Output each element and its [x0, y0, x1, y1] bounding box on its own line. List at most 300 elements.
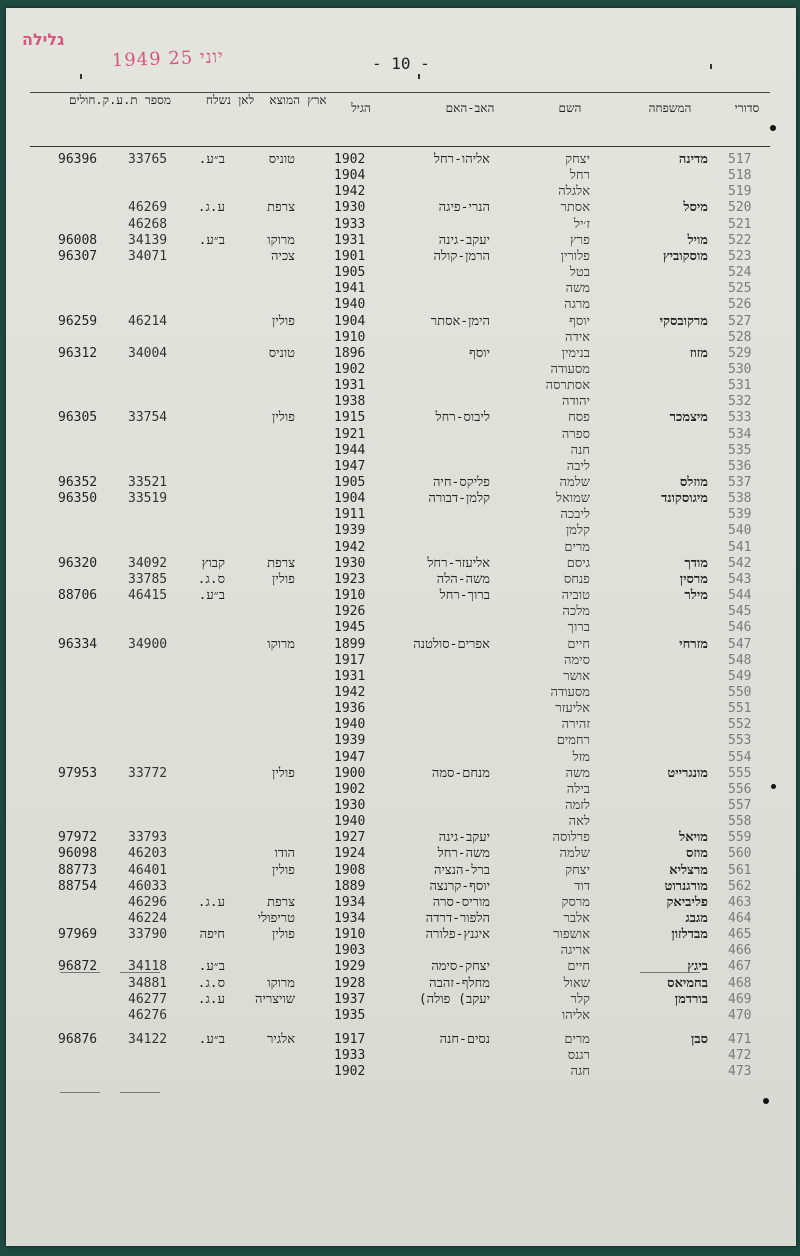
- row-first-name: אסתרסה: [545, 378, 590, 393]
- row-destination: ע.ג.: [197, 992, 225, 1007]
- row-destination: ס.ג.: [197, 976, 225, 991]
- row-family-name: מויל: [687, 233, 708, 248]
- row-serial: 538: [728, 491, 752, 506]
- row-destination: קבוץ: [201, 556, 225, 571]
- row-first-name: יוסף: [569, 314, 590, 329]
- row-origin: צרפת: [267, 895, 295, 910]
- row-ref-b: 97969: [58, 927, 98, 942]
- row-destination: חיפה: [199, 927, 225, 942]
- row-year: 1904: [334, 314, 366, 329]
- row-year: 1902: [334, 152, 366, 167]
- row-year: 1936: [334, 701, 366, 716]
- row-parents: יוסף: [469, 346, 490, 361]
- row-year: 1947: [334, 750, 366, 765]
- row-serial: 533: [728, 410, 752, 425]
- row-ref-a: 33519: [128, 491, 168, 506]
- row-year: 1934: [334, 895, 366, 910]
- row-serial: 521: [728, 217, 752, 232]
- row-ref-a: 46214: [128, 314, 168, 329]
- row-family-name: מיגוסקונד: [661, 491, 708, 506]
- row-family-name: מילר: [684, 588, 708, 603]
- row-first-name: אסתר: [560, 200, 590, 215]
- row-first-name: בטל: [569, 265, 590, 280]
- row-serial: 529: [728, 346, 752, 361]
- row-destination: ב״ע.: [198, 233, 225, 248]
- row-first-name: טוביה: [561, 588, 590, 603]
- row-serial: 543: [728, 572, 752, 587]
- row-family-name: מבדלזון: [671, 927, 708, 942]
- row-parents: ליבוס-רחל: [435, 410, 490, 425]
- row-first-name: משה: [565, 766, 590, 781]
- row-year: 1903: [334, 943, 366, 958]
- row-parents: מוריס-סרה: [432, 895, 490, 910]
- row-first-name: מסעודה: [550, 685, 590, 700]
- row-ref-a: 34118: [128, 959, 168, 974]
- row-first-name: גיסם: [566, 556, 590, 571]
- row-year: 1910: [334, 927, 366, 942]
- row-family-name: ביגץ: [687, 959, 708, 974]
- row-year: 1931: [334, 233, 366, 248]
- row-ref-b: 96307: [58, 249, 98, 264]
- row-ref-a: 34881: [128, 976, 168, 991]
- row-origin: מרוקו: [267, 637, 295, 652]
- binding-mark: [710, 64, 712, 69]
- row-first-name: ליבכה: [560, 507, 590, 522]
- row-first-name: מרים: [564, 540, 590, 555]
- row-year: 1889: [334, 879, 366, 894]
- row-first-name: חיים: [567, 637, 590, 652]
- row-origin: פולין: [272, 572, 295, 587]
- row-serial: 540: [728, 523, 752, 538]
- row-serial: 528: [728, 330, 752, 345]
- row-year: 1917: [334, 653, 366, 668]
- row-serial: 554: [728, 750, 752, 765]
- row-origin: טוניס: [268, 346, 295, 361]
- row-year: 1927: [334, 830, 366, 845]
- row-serial: 467: [728, 959, 752, 974]
- row-family-name: מדינה: [678, 152, 708, 167]
- row-serial: 470: [728, 1008, 752, 1023]
- row-serial: 551: [728, 701, 752, 716]
- row-serial: 534: [728, 427, 752, 442]
- row-first-name: חנה: [570, 443, 590, 458]
- row-year: 1923: [334, 572, 366, 587]
- row-ref-a: 33785: [128, 572, 168, 587]
- row-family-name: בחמיאס: [667, 976, 708, 991]
- row-parents: איגנץ-פלורה: [425, 927, 490, 942]
- row-ref-a: 34071: [128, 249, 168, 264]
- row-origin: טריפולי: [257, 911, 295, 926]
- row-family-name: מוזס: [685, 846, 708, 861]
- row-year: 1904: [334, 168, 366, 183]
- row-year: 1940: [334, 717, 366, 732]
- row-family-name: מרצליא: [669, 863, 708, 878]
- row-serial: 468: [728, 976, 752, 991]
- row-serial: 519: [728, 184, 752, 199]
- row-ref-b: 96305: [58, 410, 98, 425]
- row-ref-a: 46415: [128, 588, 168, 603]
- row-first-name: מזל: [572, 750, 590, 765]
- row-first-name: פרץ: [570, 233, 590, 248]
- row-serial: 518: [728, 168, 752, 183]
- row-family-name: מוסקוביץ: [662, 249, 708, 264]
- row-first-name: פנחס: [563, 572, 590, 587]
- row-first-name: לזמה: [565, 798, 590, 813]
- row-origin: טוניס: [268, 152, 295, 167]
- row-family-name: מגבג: [685, 911, 708, 926]
- binding-mark: [80, 74, 82, 79]
- row-ref-a: 46277: [128, 992, 168, 1007]
- row-first-name: שאול: [563, 976, 590, 991]
- row-first-name: אלבר: [563, 911, 590, 926]
- row-serial: 464: [728, 911, 752, 926]
- row-year: 1941: [334, 281, 366, 296]
- row-year: 1928: [334, 976, 366, 991]
- row-serial: 527: [728, 314, 752, 329]
- row-ref-a: 46033: [128, 879, 168, 894]
- row-parents: אליהו-רחל: [433, 152, 490, 167]
- row-year: 1901: [334, 249, 366, 264]
- row-destination: ב״ע.: [198, 959, 225, 974]
- row-serial: 524: [728, 265, 752, 280]
- row-year: 1931: [334, 378, 366, 393]
- row-year: 1940: [334, 814, 366, 829]
- row-year: 1944: [334, 443, 366, 458]
- row-serial: 555: [728, 766, 752, 781]
- row-parents: יעקב) פולה): [418, 992, 490, 1007]
- row-serial: 531: [728, 378, 752, 393]
- row-parents: אפרים-סולטנה: [413, 637, 490, 652]
- row-year: 1924: [334, 846, 366, 861]
- row-first-name: חיים: [567, 959, 590, 974]
- row-year: 1947: [334, 459, 366, 474]
- row-dash: [60, 972, 100, 973]
- row-destination: ב״ע.: [198, 588, 225, 603]
- row-serial: 557: [728, 798, 752, 813]
- row-year: 1933: [334, 1048, 366, 1063]
- row-ref-a: 46276: [128, 1008, 168, 1023]
- row-origin: פולין: [272, 766, 295, 781]
- row-ref-a: 46268: [128, 217, 168, 232]
- row-first-name: יצחק: [565, 863, 590, 878]
- row-first-name: קלמן: [565, 523, 590, 538]
- row-first-name: משה: [565, 281, 590, 296]
- row-first-name: חגה: [570, 1064, 590, 1079]
- row-serial: 562: [728, 879, 752, 894]
- row-family-name: מונגרייט: [667, 766, 708, 781]
- row-ref-b: 88773: [58, 863, 98, 878]
- row-year: 1902: [334, 362, 366, 377]
- row-first-name: פסח: [568, 410, 590, 425]
- row-ref-a: 34122: [128, 1032, 168, 1047]
- row-ref-a: 46269: [128, 200, 168, 215]
- row-parents: מנחם-סמה: [431, 766, 490, 781]
- row-origin: פולין: [272, 314, 295, 329]
- row-ref-b: 88754: [58, 879, 98, 894]
- row-year: 1942: [334, 540, 366, 555]
- row-ref-a: 33754: [128, 410, 168, 425]
- row-family-name: מרסין: [679, 572, 708, 587]
- row-year: 1905: [334, 475, 366, 490]
- row-serial: 548: [728, 653, 752, 668]
- row-first-name: רחמים: [556, 733, 590, 748]
- row-year: 1945: [334, 620, 366, 635]
- row-year: 1917: [334, 1032, 366, 1047]
- row-parents: נסים-חנה: [439, 1032, 490, 1047]
- row-origin: פולין: [272, 863, 295, 878]
- row-parents: משה-רחל: [437, 846, 490, 861]
- row-parents: ברוך-רחל: [439, 588, 490, 603]
- row-family-name: פליביאק: [666, 895, 708, 910]
- row-ref-a: 34139: [128, 233, 168, 248]
- row-origin: הודו: [274, 846, 295, 861]
- row-ref-a: 33521: [128, 475, 168, 490]
- row-ref-b: 88706: [58, 588, 98, 603]
- row-ref-a: 33772: [128, 766, 168, 781]
- row-year: 1939: [334, 733, 366, 748]
- row-family-name: מזוז: [689, 346, 708, 361]
- row-dash: [120, 1092, 160, 1093]
- row-serial: 552: [728, 717, 752, 732]
- row-serial: 522: [728, 233, 752, 248]
- row-year: 1933: [334, 217, 366, 232]
- row-first-name: ליבה: [566, 459, 590, 474]
- row-origin: שויצריה: [254, 992, 295, 1007]
- row-destination: ב״ע.: [198, 152, 225, 167]
- date-stamp: 1949 יוני 25: [111, 46, 225, 72]
- row-year: 1930: [334, 798, 366, 813]
- row-ref-b: 97953: [58, 766, 98, 781]
- row-year: 1926: [334, 604, 366, 619]
- row-serial: 463: [728, 895, 752, 910]
- row-year: 1930: [334, 556, 366, 571]
- row-year: 1910: [334, 330, 366, 345]
- row-parents: מחלף-זהבה: [429, 976, 490, 991]
- row-serial: 465: [728, 927, 752, 942]
- punch-mark: [770, 125, 776, 131]
- row-first-name: מרים: [564, 1032, 590, 1047]
- row-first-name: דוד: [574, 879, 590, 894]
- row-parents: פליקס-חיה: [432, 475, 490, 490]
- row-first-name: זהירה: [561, 717, 590, 732]
- row-serial: 469: [728, 992, 752, 1007]
- row-serial: 558: [728, 814, 752, 829]
- row-ref-b: 96872: [58, 959, 98, 974]
- row-first-name: פרלוסה: [552, 830, 590, 845]
- row-dash: [60, 1092, 100, 1093]
- header-parents: האב-האם: [445, 101, 495, 115]
- row-parents: יוסף-קרנצה: [429, 879, 490, 894]
- row-first-name: אלגלה: [558, 184, 590, 199]
- row-ref-a: 34004: [128, 346, 168, 361]
- row-serial: 546: [728, 620, 752, 635]
- row-ref-b: 96396: [58, 152, 98, 167]
- row-first-name: יצחק: [565, 152, 590, 167]
- row-year: 1904: [334, 491, 366, 506]
- row-serial: 556: [728, 782, 752, 797]
- row-serial: 473: [728, 1064, 752, 1079]
- row-first-name: ז׳יל: [573, 217, 590, 232]
- row-year: 1942: [334, 685, 366, 700]
- row-origin: מרוקו: [267, 976, 295, 991]
- row-ref-a: 33790: [128, 927, 168, 942]
- row-origin: פולין: [272, 410, 295, 425]
- row-serial: 536: [728, 459, 752, 474]
- row-year: 1902: [334, 1064, 366, 1079]
- row-year: 1942: [334, 184, 366, 199]
- row-serial: 526: [728, 297, 752, 312]
- punch-mark: [763, 1098, 769, 1104]
- row-ref-b: 96259: [58, 314, 98, 329]
- row-year: 1915: [334, 410, 366, 425]
- row-year: 1908: [334, 863, 366, 878]
- row-ref-b: 96008: [58, 233, 98, 248]
- row-year: 1935: [334, 1008, 366, 1023]
- row-ref-b: 96334: [58, 637, 98, 652]
- row-serial: 561: [728, 863, 752, 878]
- row-ref-a: 34900: [128, 637, 168, 652]
- row-ref-b: 96876: [58, 1032, 98, 1047]
- row-serial: 547: [728, 637, 752, 652]
- row-first-name: פלורין: [560, 249, 590, 264]
- row-ref-a: 34092: [128, 556, 168, 571]
- row-ref-b: 97972: [58, 830, 98, 845]
- row-ref-a: 46296: [128, 895, 168, 910]
- row-year: 1930: [334, 200, 366, 215]
- row-first-name: אליעזר: [555, 701, 590, 716]
- row-serial: 541: [728, 540, 752, 555]
- row-destination: ע.ג.: [197, 200, 225, 215]
- row-first-name: יהודה: [562, 394, 590, 409]
- row-year: 1911: [334, 507, 366, 522]
- header-serial: סדורי: [734, 101, 760, 115]
- row-serial: 550: [728, 685, 752, 700]
- row-first-name: בנימין: [561, 346, 590, 361]
- row-year: 1899: [334, 637, 366, 652]
- row-family-name: מוזלס: [679, 475, 708, 490]
- row-first-name: מרגה: [564, 297, 590, 312]
- row-first-name: מרסק: [561, 895, 590, 910]
- row-dash: [120, 972, 160, 973]
- row-first-name: אידה: [565, 330, 590, 345]
- row-serial: 544: [728, 588, 752, 603]
- row-first-name: בילה: [566, 782, 590, 797]
- row-serial: 539: [728, 507, 752, 522]
- row-serial: 525: [728, 281, 752, 296]
- row-parents: יעקב-גינה: [438, 233, 490, 248]
- row-parents: הימן-אסתר: [430, 314, 490, 329]
- row-first-name: מלכה: [562, 604, 590, 619]
- row-ref-a: 46401: [128, 863, 168, 878]
- row-dash: [640, 972, 700, 973]
- row-destination: ב״ע.: [198, 1032, 225, 1047]
- header-origin: ארץ המוצא: [269, 93, 327, 107]
- row-ref-b: 96312: [58, 346, 98, 361]
- row-ref-a: 33793: [128, 830, 168, 845]
- row-destination: ס.ג.: [197, 572, 225, 587]
- row-first-name: ברוך: [567, 620, 590, 635]
- row-origin: צכיה: [270, 249, 295, 264]
- header-first-name: השם: [558, 101, 582, 115]
- row-serial: 523: [728, 249, 752, 264]
- stamp-galila: גלילה: [22, 30, 65, 49]
- row-parents: יצחק-סימה: [431, 959, 490, 974]
- row-serial: 471: [728, 1032, 752, 1047]
- row-year: 1940: [334, 297, 366, 312]
- row-first-name: רחל: [569, 168, 590, 183]
- row-year: 1896: [334, 346, 366, 361]
- row-year: 1937: [334, 992, 366, 1007]
- row-serial: 549: [728, 669, 752, 684]
- row-destination: ע.ג.: [197, 895, 225, 910]
- header-year: הגיל: [351, 101, 371, 115]
- row-first-name: אושפור: [553, 927, 590, 942]
- row-serial: 466: [728, 943, 752, 958]
- row-year: 1921: [334, 427, 366, 442]
- row-origin: צרפת: [267, 556, 295, 571]
- row-parents: קלמן-דבורה: [428, 491, 490, 506]
- row-parents: הרמן-קולה: [433, 249, 490, 264]
- row-serial: 530: [728, 362, 752, 377]
- row-family-name: סבן: [691, 1032, 708, 1047]
- row-parents: הלפור-דרדה: [425, 911, 490, 926]
- row-origin: צרפת: [267, 200, 295, 215]
- row-first-name: שלמה: [559, 475, 590, 490]
- row-first-name: לאה: [568, 814, 590, 829]
- row-serial: 553: [728, 733, 752, 748]
- row-family-name: מיסל: [683, 200, 708, 215]
- row-first-name: שמואל: [555, 491, 590, 506]
- row-year: 1939: [334, 523, 366, 538]
- row-first-name: רגנס: [567, 1048, 590, 1063]
- row-year: 1910: [334, 588, 366, 603]
- row-family-name: מורגנרוט: [664, 879, 708, 894]
- header-ref-numbers: מספר ת.ע.ק.חולים: [69, 93, 171, 107]
- row-origin: אלגיר: [267, 1032, 295, 1047]
- row-first-name: אריגה: [560, 943, 590, 958]
- row-serial: 559: [728, 830, 752, 845]
- row-serial: 545: [728, 604, 752, 619]
- row-serial: 560: [728, 846, 752, 861]
- row-serial: 535: [728, 443, 752, 458]
- row-parents: משה-הלה: [436, 572, 490, 587]
- row-family-name: מרקובסקי: [659, 314, 708, 329]
- row-year: 1900: [334, 766, 366, 781]
- row-serial: 472: [728, 1048, 752, 1063]
- binding-mark: [418, 74, 420, 79]
- row-first-name: ספרה: [561, 427, 590, 442]
- row-ref-b: 96350: [58, 491, 98, 506]
- row-year: 1902: [334, 782, 366, 797]
- row-family-name: בורדמן: [674, 992, 708, 1007]
- row-ref-b: 96098: [58, 846, 98, 861]
- row-family-name: מזרחי: [679, 637, 708, 652]
- row-ref-b: 96320: [58, 556, 98, 571]
- row-parents: יעקב-גינה: [438, 830, 490, 845]
- row-parents: הנרי-פיגה: [438, 200, 490, 215]
- row-first-name: מסעודה: [550, 362, 590, 377]
- row-ref-a: 46224: [128, 911, 168, 926]
- row-first-name: שלמה: [559, 846, 590, 861]
- row-parents: אליעזר-רחל: [427, 556, 490, 571]
- row-serial: 520: [728, 200, 752, 215]
- row-origin: מרוקו: [267, 233, 295, 248]
- row-parents: ברל-הנציה: [434, 863, 490, 878]
- row-first-name: אליהו: [561, 1008, 590, 1023]
- row-serial: 537: [728, 475, 752, 490]
- row-year: 1905: [334, 265, 366, 280]
- page-number: - 10 -: [372, 54, 430, 73]
